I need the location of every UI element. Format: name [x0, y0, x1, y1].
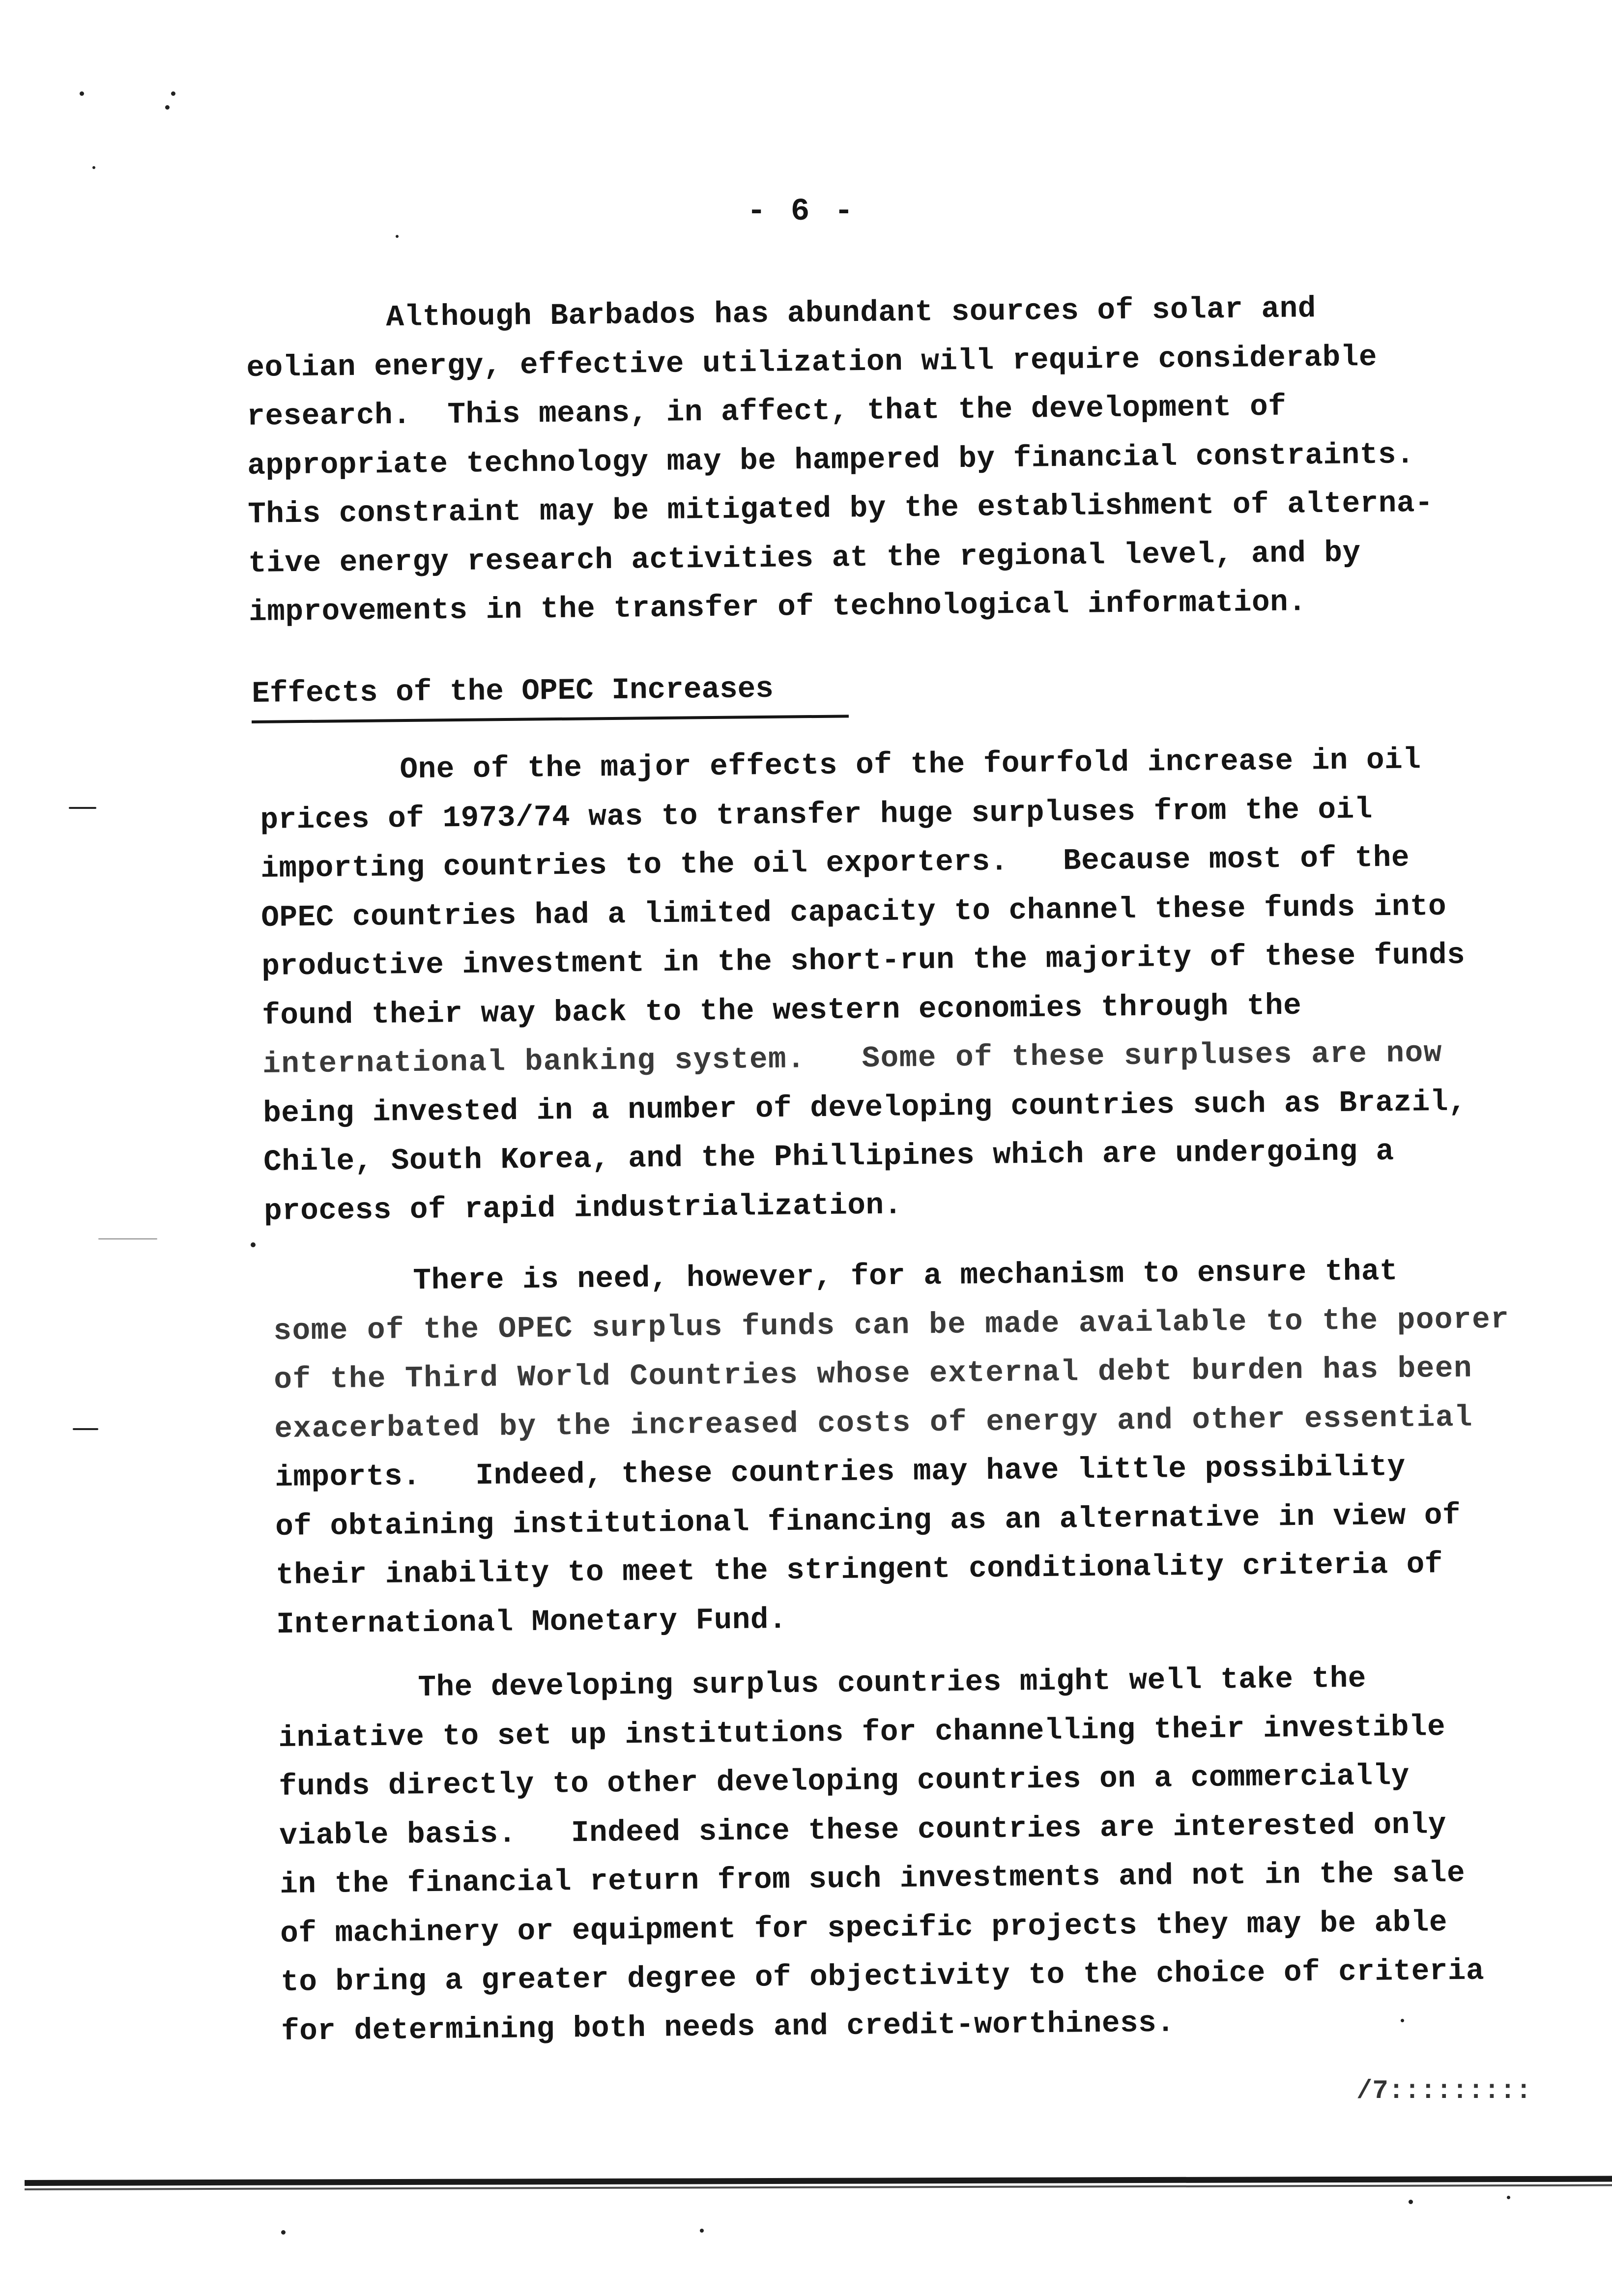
text-line: of obtaining institutional financing as an alternative in view of [275, 1498, 1461, 1544]
text-line: some of the OPEC surplus funds can be made available to the poorer [273, 1302, 1510, 1349]
text-line: eolian energy, effective utilization will require considerable [246, 340, 1378, 385]
text-line: This constraint may be mitigated by the establishment of alterna- [247, 486, 1434, 532]
text-line: funds directly to other developing countries on a commercially [279, 1759, 1410, 1804]
section-heading: Effects of the OPEC Increases [252, 672, 774, 711]
margin-mark [69, 807, 96, 809]
scan-speck [92, 166, 95, 169]
text-line: One of the major effects of the fourfold increase in oil [400, 743, 1421, 787]
text-line: The developing surplus countries might well take the [418, 1662, 1367, 1705]
continuation-mark: /7::::::::: [1356, 2076, 1532, 2106]
text-line: improvements in the transfer of technological information. [248, 585, 1307, 630]
scan-speck [171, 91, 175, 96]
heading-underline [252, 715, 849, 723]
text-line: tive energy research activities at the regional level, and by [248, 536, 1361, 581]
text-line: exacerbated by the increased costs of energy and other essential [274, 1401, 1473, 1446]
scan-speck [1409, 2200, 1413, 2204]
scan-speck [281, 2230, 286, 2235]
text-line: found their way back to the western economies through the [261, 989, 1302, 1033]
text-line: process of rapid industrialization. [263, 1188, 903, 1229]
page-number: - 6 - [747, 194, 857, 230]
text-line: their inability to meet the stringent conditionality criteria of [275, 1548, 1443, 1593]
text-line: Chile, South Korea, and the Phillipines which are undergoing a [263, 1134, 1394, 1179]
margin-mark [73, 1428, 98, 1430]
paragraph-solar-energy [246, 282, 1612, 637]
text-line: importing countries to the oil exporters. Because most of the [260, 841, 1410, 886]
scan-speck [251, 1242, 256, 1247]
text-line: to bring a greater degree of objectivity to the choice of criteria [280, 1954, 1485, 2000]
text-line: being invested in a number of developing countries such as Brazil, [262, 1085, 1467, 1131]
text-line: viable basis. Indeed since these countries are interested only [279, 1808, 1447, 1853]
text-line: imports. Indeed, these countries may have little possibility [274, 1450, 1406, 1495]
text-line: international banking system. Some of these surpluses are now [262, 1036, 1443, 1082]
text-line: prices of 1973/74 was to transfer huge surpluses from the oil [260, 792, 1373, 837]
scan-speck [80, 91, 84, 96]
text-line: in the financial return from such investments and not in the sale [279, 1856, 1466, 1902]
paragraph-oil-prices [259, 734, 1612, 1236]
paragraph-opec-surplus [273, 1245, 1612, 1649]
text-line: of machinery or equipment for specific projects they may be able [280, 1905, 1448, 1951]
text-line: productive investment in the short-run the majority of these funds [261, 938, 1466, 984]
scan-speck [165, 105, 170, 110]
scan-speck [700, 2229, 704, 2233]
text-line: research. This means, in affect, that the development of [247, 390, 1287, 434]
text-line: appropriate technology may be hampered by financial constraints. [247, 437, 1415, 483]
scan-speck [396, 235, 399, 238]
text-line: for determining both needs and credit-worthiness. [281, 2006, 1175, 2049]
text-line: iniative to set up institutions for channelling their investible [278, 1710, 1446, 1755]
paragraph-surplus-countries [278, 1652, 1612, 2056]
scan-speck [1507, 2196, 1510, 2199]
margin-mark [98, 1238, 157, 1239]
text-line: Although Barbados has abundant sources of solar and [386, 292, 1317, 335]
text-line: of the Third World Countries whose external debt burden has been [274, 1351, 1473, 1397]
text-line: OPEC countries had a limited capacity to channel these funds into [261, 890, 1447, 935]
text-line: There is need, however, for a mechanism to ensure that [413, 1255, 1398, 1298]
text-line: International Monetary Fund. [276, 1603, 787, 1642]
